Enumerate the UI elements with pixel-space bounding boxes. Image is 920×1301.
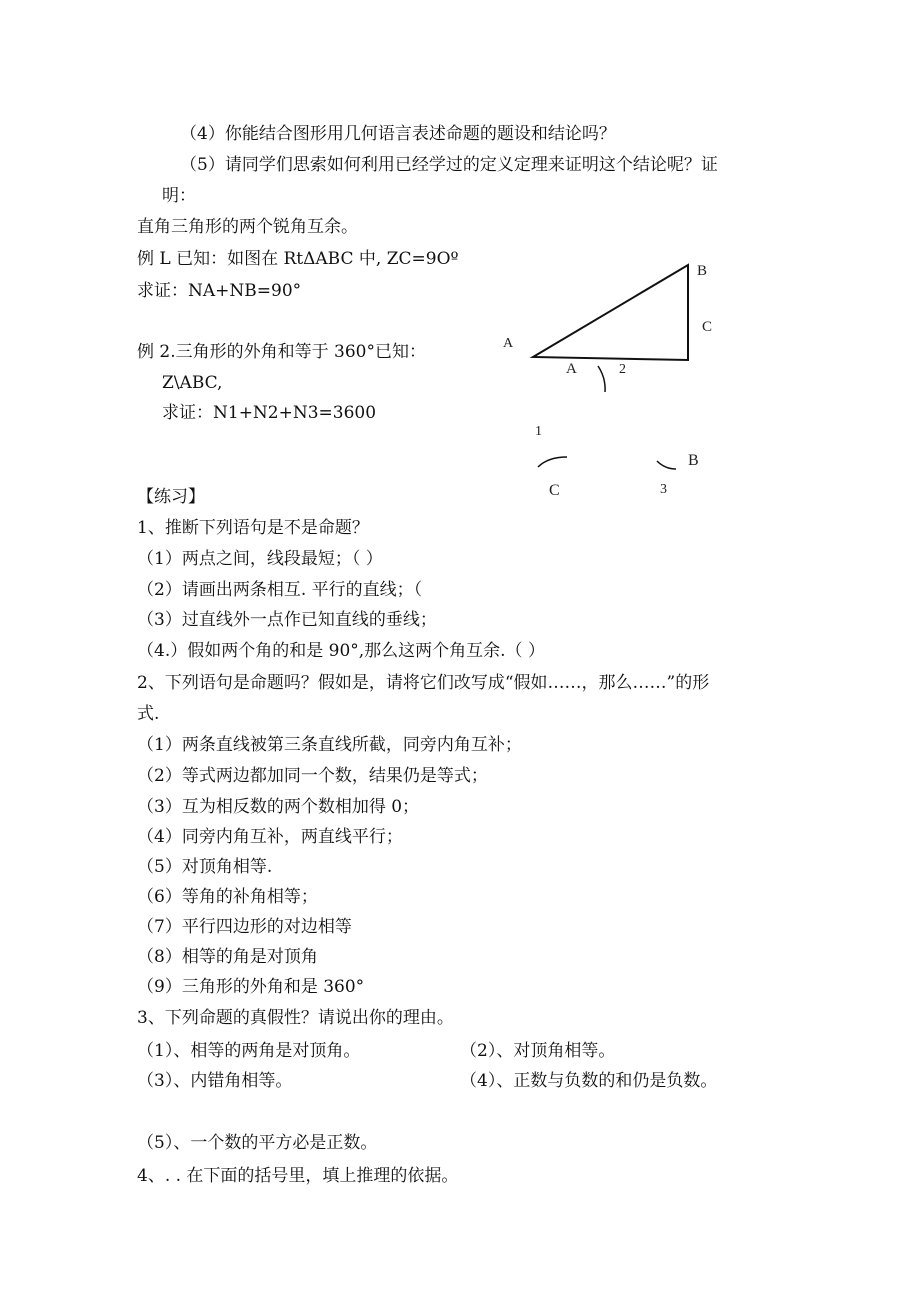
question-5-line1: （5）请同学们思索如何利用已经学过的定义定理来证明这个结论呢？证 <box>180 155 718 175</box>
practice-q3-item4: （4）、正数与负数的和仍是负数。 <box>460 1071 718 1091</box>
label-a-inner: A <box>566 361 577 377</box>
practice-q2-item: （3）互为相反数的两个数相加得 0； <box>137 797 420 817</box>
example1-given: 例 L 已知：如图在 RtΔABC 中, ZC=9Oº <box>137 249 459 269</box>
angle-1-arc <box>538 457 567 467</box>
practice-q2-item: （7）平行四边形的对边相等 <box>137 917 352 937</box>
practice-q3-item3: （3）、内错角相等。 <box>137 1071 293 1091</box>
practice-q2-item: （2）等式两边都加同一个数，结果仍是等式； <box>137 766 488 786</box>
practice-q3-item5: （5）、一个数的平方必是正数。 <box>137 1133 378 1153</box>
label-3: 3 <box>660 482 667 497</box>
practice-q2-item: （6）等角的补角相等； <box>137 887 318 907</box>
practice-q3-title: 3、下列命题的真假性？请说出你的理由。 <box>137 1008 454 1028</box>
theorem-statement: 直角三角形的两个锐角互余。 <box>137 217 358 237</box>
label-b2: B <box>688 452 699 469</box>
practice-q3-item2: （2）、对顶角相等。 <box>460 1041 616 1061</box>
practice-q2-item: （8）相等的角是对顶角 <box>137 947 318 967</box>
practice-q2-item: （1）两条直线被第三条直线所截，同旁内角互补； <box>137 735 522 755</box>
practice-q1-item: （2）请画出两条相互. 平行的直线；（ <box>137 580 423 600</box>
angle-2-arc <box>598 366 605 392</box>
example1-prove: 求证：NA+NB=90° <box>137 281 302 301</box>
practice-q1-item: （1）两点之间，线段最短；（ ） <box>137 549 383 569</box>
label-b: B <box>697 263 708 279</box>
right-triangle <box>533 265 688 360</box>
label-a-left: A <box>503 336 514 351</box>
label-c: C <box>702 319 713 335</box>
angle-3-arc <box>657 461 676 469</box>
practice-heading: 【练习】 <box>137 487 205 507</box>
example2-prove: 求证：N1+N2+N3=3600 <box>162 403 377 423</box>
practice-q1-item: （3）过直线外一点作已知直线的垂线； <box>137 610 437 630</box>
question-4: （4）你能结合图形用几何语言表述命题的题设和结论吗？ <box>180 124 616 144</box>
practice-q1-title: 1、推断下列语句是不是命题？ <box>137 518 369 538</box>
practice-q2-title-line1: 2、下列语句是命题吗？假如是，请将它们改写成“假如……，那么……”的形 <box>137 673 710 693</box>
label-1: 1 <box>535 424 542 439</box>
practice-q1-item: （4.）假如两个角的和是 90°,那么这两个角互余.（ ） <box>137 641 545 661</box>
practice-q2-item: （4）同旁内角互补，两直线平行； <box>137 827 403 847</box>
label-2: 2 <box>619 362 626 377</box>
label-c2: C <box>549 482 560 499</box>
example2-given: 例 2.三角形的外角和等于 360°已知： <box>137 342 426 362</box>
practice-q3-item1: （1）、相等的两角是对顶角。 <box>137 1041 361 1061</box>
practice-q2-item: （5）对顶角相等. <box>137 857 273 877</box>
practice-q4-title: 4、. . 在下面的括号里，填上推理的依据。 <box>137 1166 459 1186</box>
practice-q2-title-line2: 式. <box>137 704 160 724</box>
question-5-line2: 明： <box>162 186 196 206</box>
example2-triangle: Z\ABC, <box>162 373 223 393</box>
practice-q2-item: （9）三角形的外角和是 360° <box>137 977 365 997</box>
